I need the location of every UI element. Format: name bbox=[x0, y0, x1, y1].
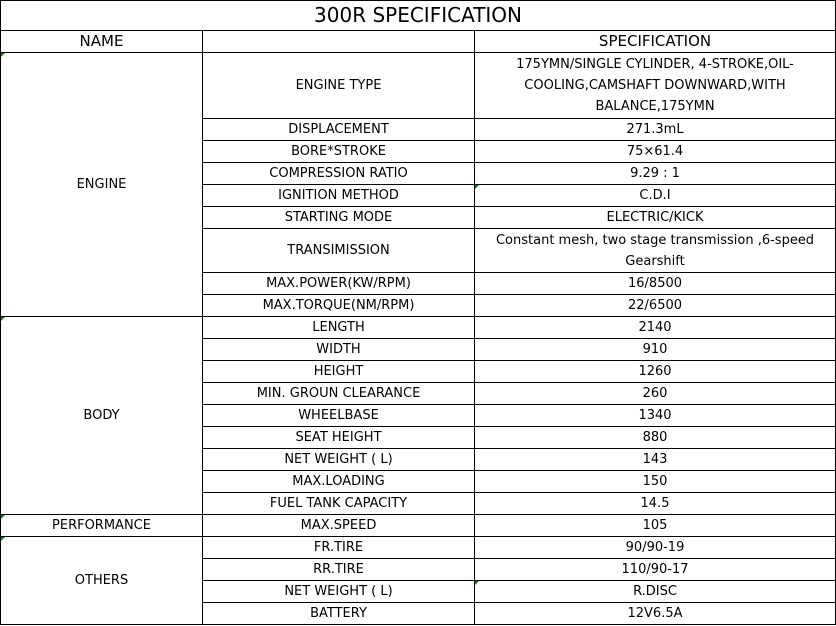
spec-value: 14.5 bbox=[475, 493, 836, 515]
spec-value: 16/8500 bbox=[475, 273, 836, 295]
spec-value: 9.29 : 1 bbox=[475, 163, 836, 185]
spec-label: IGNITION METHOD bbox=[203, 185, 475, 207]
spec-value: 110/90-17 bbox=[475, 559, 836, 581]
spec-label: RR.TIRE bbox=[203, 559, 475, 581]
spec-label: ENGINE TYPE bbox=[203, 53, 475, 119]
section-name-others: OTHERS bbox=[1, 537, 203, 625]
spec-label: STARTING MODE bbox=[203, 207, 475, 229]
spec-label: BATTERY bbox=[203, 603, 475, 625]
spec-label: HEIGHT bbox=[203, 361, 475, 383]
column-header-blank bbox=[203, 31, 475, 53]
spec-value: 12V6.5A bbox=[475, 603, 836, 625]
spec-label: MAX.LOADING bbox=[203, 471, 475, 493]
section-name-engine: ENGINE bbox=[1, 53, 203, 317]
spec-label: TRANSIMISSION bbox=[203, 229, 475, 273]
spec-value: 1260 bbox=[475, 361, 836, 383]
spec-value: ELECTRIC/KICK bbox=[475, 207, 836, 229]
spec-value: 90/90-19 bbox=[475, 537, 836, 559]
spec-label: DISPLACEMENT bbox=[203, 119, 475, 141]
spec-value: 150 bbox=[475, 471, 836, 493]
spec-value: Constant mesh, two stage transmission ,6-speed Gearshift bbox=[475, 229, 836, 273]
spec-value: 271.3mL bbox=[475, 119, 836, 141]
column-header-specification: SPECIFICATION bbox=[475, 31, 836, 53]
spec-label: FUEL TANK CAPACITY bbox=[203, 493, 475, 515]
spec-label: MAX.SPEED bbox=[203, 515, 475, 537]
spec-value: 75×61.4 bbox=[475, 141, 836, 163]
section-name-body: BODY bbox=[1, 317, 203, 515]
column-header-name: NAME bbox=[1, 31, 203, 53]
spec-label: WHEELBASE bbox=[203, 405, 475, 427]
spec-value: 175YMN/SINGLE CYLINDER, 4-STROKE,OIL-COOLING,CAMSHAFT DOWNWARD,WITH BALANCE,175YMN bbox=[475, 53, 836, 119]
spec-label: WIDTH bbox=[203, 339, 475, 361]
spec-label: LENGTH bbox=[203, 317, 475, 339]
spec-value: 105 bbox=[475, 515, 836, 537]
spec-label: MAX.TORQUE(NM/RPM) bbox=[203, 295, 475, 317]
spec-label: FR.TIRE bbox=[203, 537, 475, 559]
spec-value: 1340 bbox=[475, 405, 836, 427]
section-name-performance: PERFORMANCE bbox=[1, 515, 203, 537]
spec-value: 143 bbox=[475, 449, 836, 471]
spec-value: 910 bbox=[475, 339, 836, 361]
spec-label: NET WEIGHT ( L) bbox=[203, 449, 475, 471]
spec-label: BORE*STROKE bbox=[203, 141, 475, 163]
page-title: 300R SPECIFICATION bbox=[1, 1, 836, 31]
spec-label: MAX.POWER(KW/RPM) bbox=[203, 273, 475, 295]
spec-value: 22/6500 bbox=[475, 295, 836, 317]
spec-value: 260 bbox=[475, 383, 836, 405]
spec-value: R.DISC bbox=[475, 581, 836, 603]
spec-label: COMPRESSION RATIO bbox=[203, 163, 475, 185]
spec-label: SEAT HEIGHT bbox=[203, 427, 475, 449]
spec-value: 2140 bbox=[475, 317, 836, 339]
spec-label: MIN. GROUN CLEARANCE bbox=[203, 383, 475, 405]
spec-value: C.D.I bbox=[475, 185, 836, 207]
spec-label: NET WEIGHT ( L) bbox=[203, 581, 475, 603]
spec-value: 880 bbox=[475, 427, 836, 449]
